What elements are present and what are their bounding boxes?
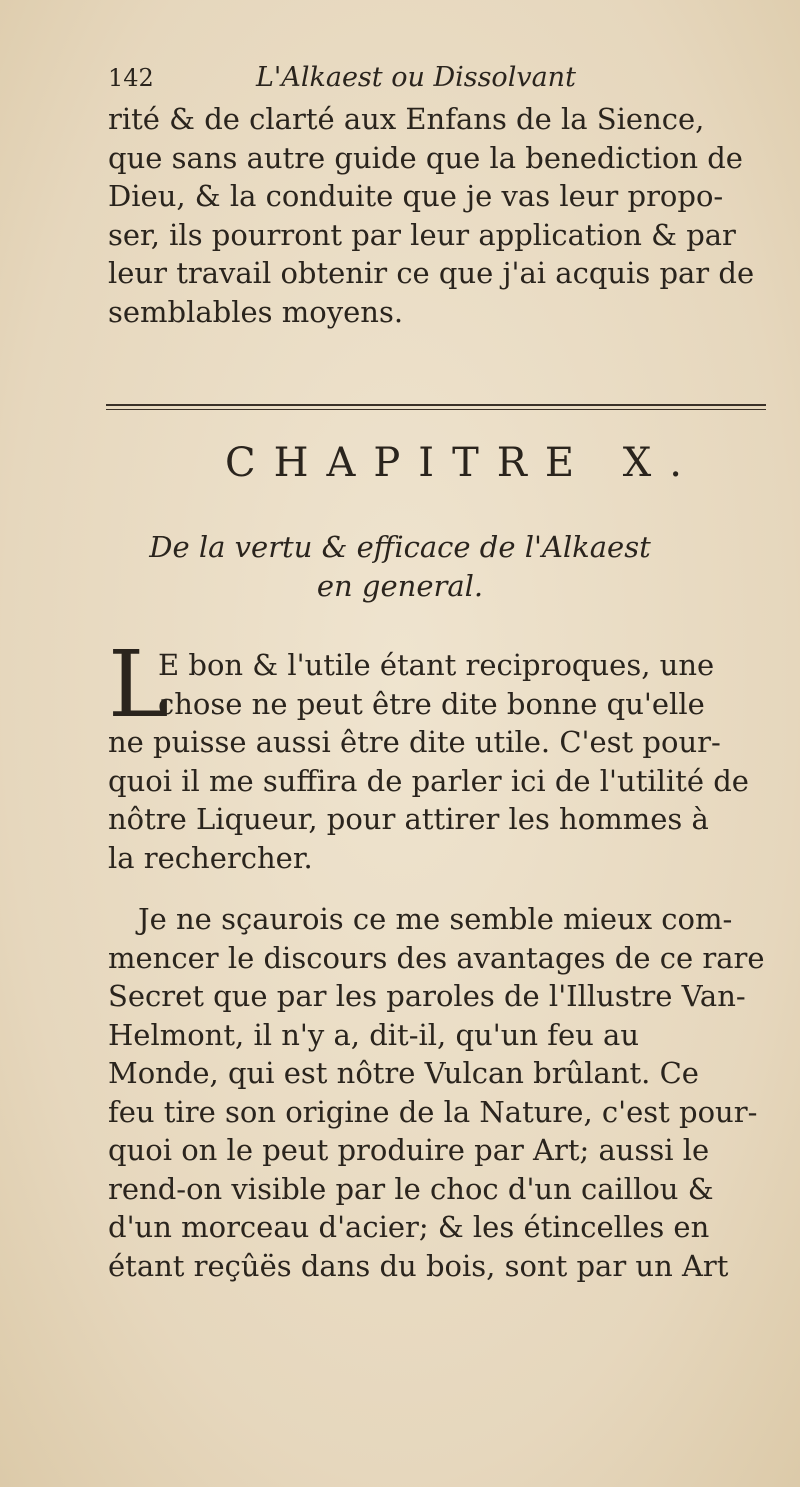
text-line: leur travail obtenir ce que j'ai acquis par de bbox=[108, 256, 755, 290]
chapter-heading: CHAPITRE X. bbox=[225, 440, 700, 486]
subtitle-line: De la vertu & efficace de l'Alkaest bbox=[149, 530, 651, 564]
text-line: E bon & l'utile étant reciproques, une bbox=[158, 648, 715, 682]
text-line: feu tire son origine de la Nature, c'est pour- bbox=[108, 1094, 758, 1129]
drop-cap: L bbox=[108, 631, 170, 738]
chapter-subtitle bbox=[100, 528, 700, 605]
section-rule-thin bbox=[106, 409, 766, 410]
text-line: ser, ils pourront par leur application & par bbox=[108, 217, 736, 252]
text-line: quoi il me suffira de parler ici de l'utilité de bbox=[108, 763, 749, 798]
section-rule bbox=[106, 404, 766, 406]
running-title: L'Alkaest ou Dissolvant bbox=[256, 62, 576, 93]
text-line: nôtre Liqueur, pour attirer les hommes à bbox=[108, 802, 709, 836]
text-line: la rechercher. bbox=[108, 840, 313, 875]
page-header bbox=[108, 62, 708, 102]
text-line: ne puisse aussi être dite utile. C'est pour- bbox=[108, 725, 721, 759]
text-line: Monde, qui est nôtre Vulcan brûlant. Ce bbox=[108, 1056, 699, 1090]
text-line: Je ne sçaurois ce me semble mieux com- bbox=[138, 902, 733, 936]
text-line: chose ne peut être dite bonne qu'elle bbox=[158, 686, 705, 721]
page-number: 142 bbox=[108, 64, 154, 92]
subtitle-line: en general. bbox=[316, 568, 484, 603]
text-line: étant reçûës dans du bois, sont par un Art bbox=[108, 1248, 729, 1283]
text-line: Secret que par les paroles de l'Illustre Van- bbox=[108, 979, 746, 1013]
text-line: quoi on le peut produire par Art; aussi le bbox=[108, 1133, 710, 1167]
paragraph-two bbox=[108, 631, 788, 877]
text-line: Dieu, & la conduite que je vas leur propo- bbox=[108, 179, 724, 213]
text-line: rend-on visible par le choc d'un caillou & bbox=[108, 1171, 714, 1206]
text-line: rité & de clarté aux Enfans de la Sience, bbox=[108, 102, 705, 136]
paragraph-three bbox=[108, 900, 788, 1285]
text-line: semblables moyens. bbox=[108, 294, 404, 329]
text-line: d'un morceau d'acier; & les étincelles en bbox=[108, 1210, 710, 1244]
text-line: que sans autre guide que la benediction de bbox=[108, 140, 743, 175]
text-line: Helmont, il n'y a, dit-il, qu'un feu au bbox=[108, 1017, 640, 1052]
paragraph-top bbox=[108, 100, 788, 331]
text-line: mencer le discours des avantages de ce rare bbox=[108, 940, 765, 975]
